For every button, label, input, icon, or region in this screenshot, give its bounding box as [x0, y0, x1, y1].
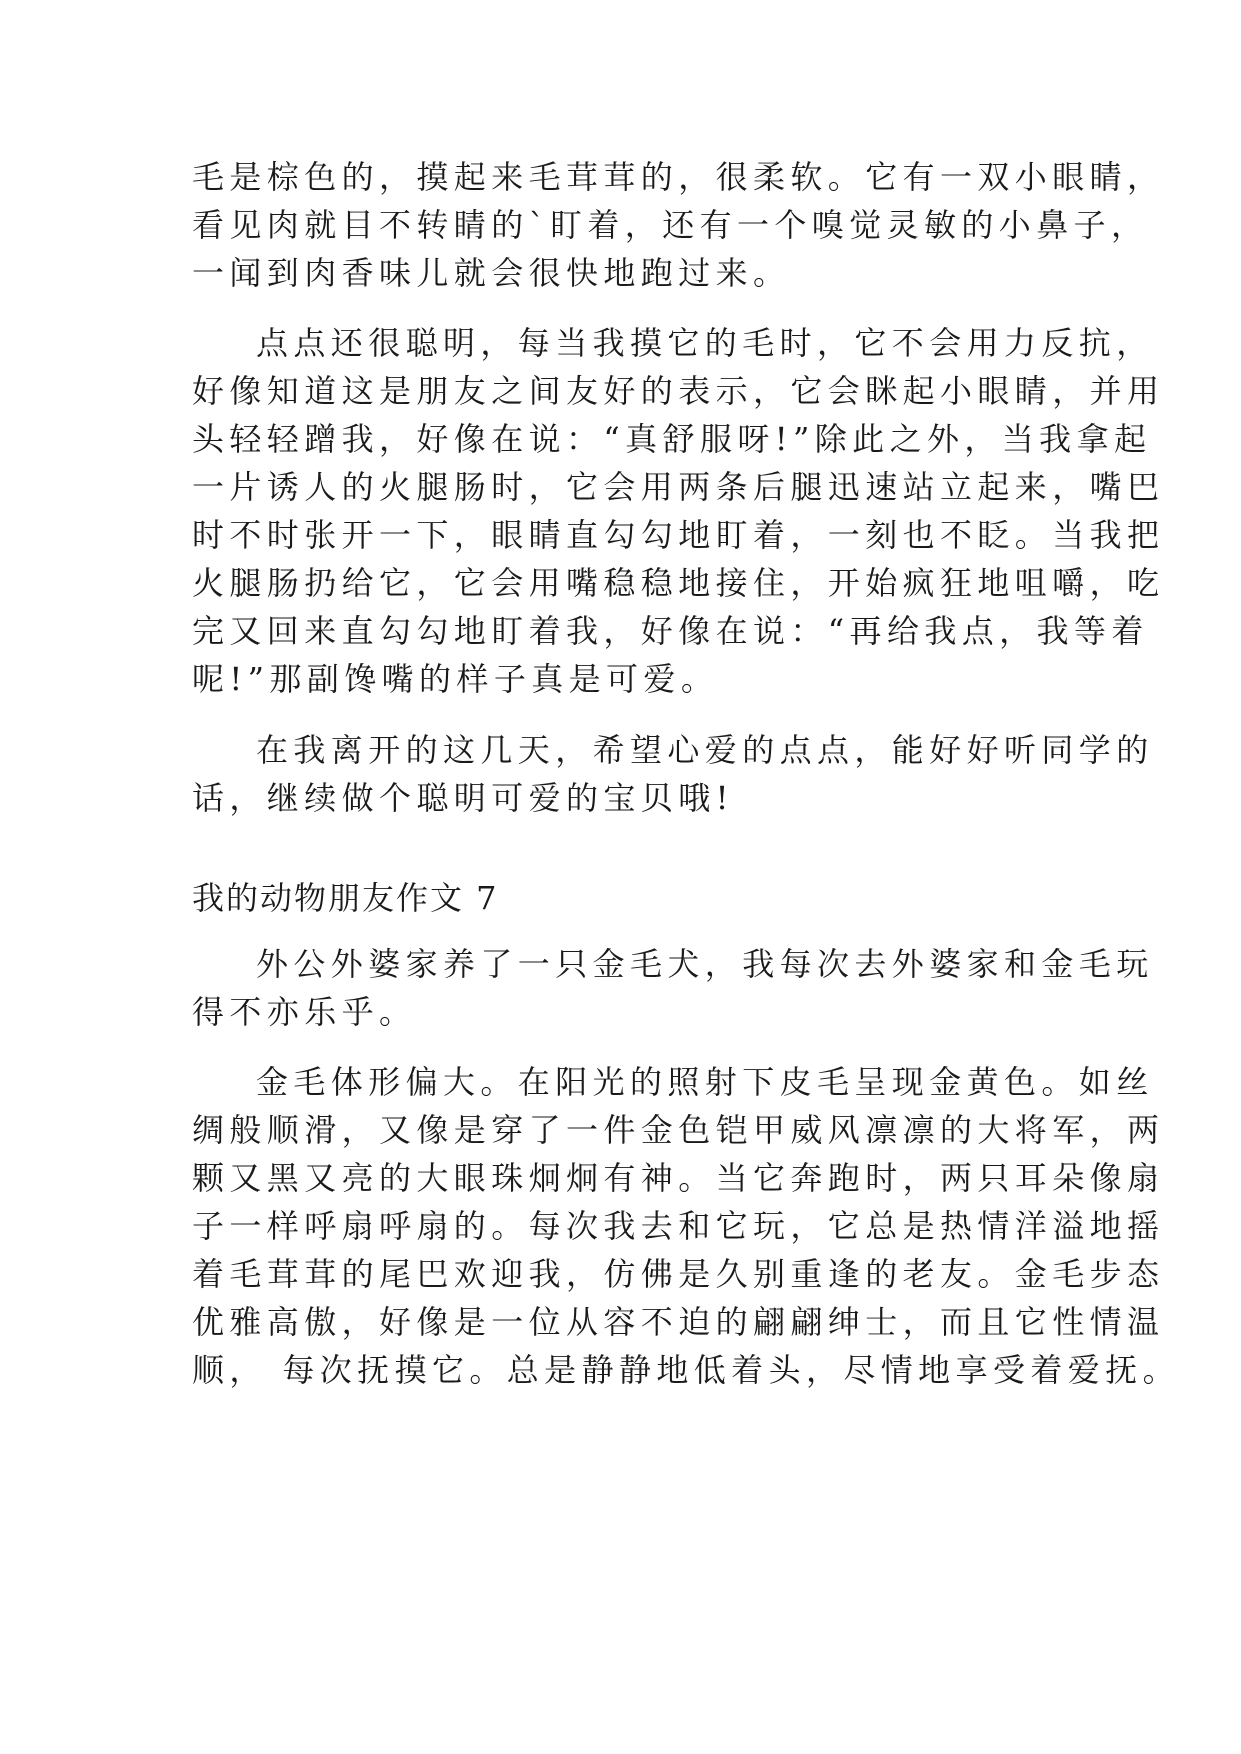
- text-line: 绸般顺滑，又像是穿了一件金色铠甲威风凛凛的大将军，两: [192, 1111, 1165, 1149]
- text-line: 一闻到肉香味儿就会很快地跑过来。: [192, 254, 791, 292]
- text-line: 毛是棕色的，摸起来毛茸茸的，很柔软。它有一双小眼睛，: [192, 158, 1165, 196]
- text-line: 着毛茸茸的尾巴欢迎我，仿佛是久别重逢的老友。金毛步态: [192, 1255, 1165, 1293]
- paragraph-first-line: 金毛体形偏大。在阳光的照射下皮毛呈现金黄色。如丝: [256, 1063, 1154, 1101]
- text-line: 优雅高傲，好像是一位从容不迫的翩翩绅士，而且它性情温: [192, 1303, 1165, 1341]
- text-line: 时不时张开一下，眼睛直勾勾地盯着，一刻也不眨。当我把: [192, 516, 1165, 554]
- text-line: 呢!”那副馋嘴的样子真是可爱。: [192, 660, 719, 698]
- text-line: 一片诱人的火腿肠时，它会用两条后腿迅速站立起来，嘴巴: [192, 468, 1165, 506]
- text-line: 得不亦乐乎。: [192, 993, 417, 1031]
- section-heading: 我的动物朋友作文 7: [192, 879, 499, 917]
- text-line: 看见肉就目不转睛的`盯着，还有一个嗅觉灵敏的小鼻子，: [192, 206, 1149, 244]
- text-line: 火腿肠扔给它，它会用嘴稳稳地接住，开始疯狂地咀嚼，吃: [192, 564, 1165, 602]
- text-line: 子一样呼扇呼扇的。每次我去和它玩，它总是热情洋溢地摇: [192, 1207, 1165, 1245]
- paragraph-first-line: 外公外婆家养了一只金毛犬，我每次去外婆家和金毛玩: [256, 945, 1154, 983]
- text-line: 头轻轻蹭我，好像在说：“真舒服呀!”除此之外，当我拿起: [192, 420, 1152, 458]
- paragraph-first-line: 在我离开的这几天，希望心爱的点点，能好好听同学的: [256, 731, 1154, 769]
- text-line: 顺， 每次抚摸它。总是静静地低着头，尽情地享受着爱抚。: [192, 1351, 1180, 1389]
- text-line: 完又回来直勾勾地盯着我，好像在说：“再给我点，我等着: [192, 612, 1149, 650]
- text-line: 话，继续做个聪明可爱的宝贝哦!: [192, 779, 734, 817]
- paragraph-first-line: 点点还很聪明，每当我摸它的毛时，它不会用力反抗，: [256, 324, 1154, 362]
- text-line: 好像知道这是朋友之间友好的表示，它会眯起小眼睛，并用: [192, 372, 1165, 410]
- text-line: 颗又黑又亮的大眼珠炯炯有神。当它奔跑时，两只耳朵像扇: [192, 1159, 1165, 1197]
